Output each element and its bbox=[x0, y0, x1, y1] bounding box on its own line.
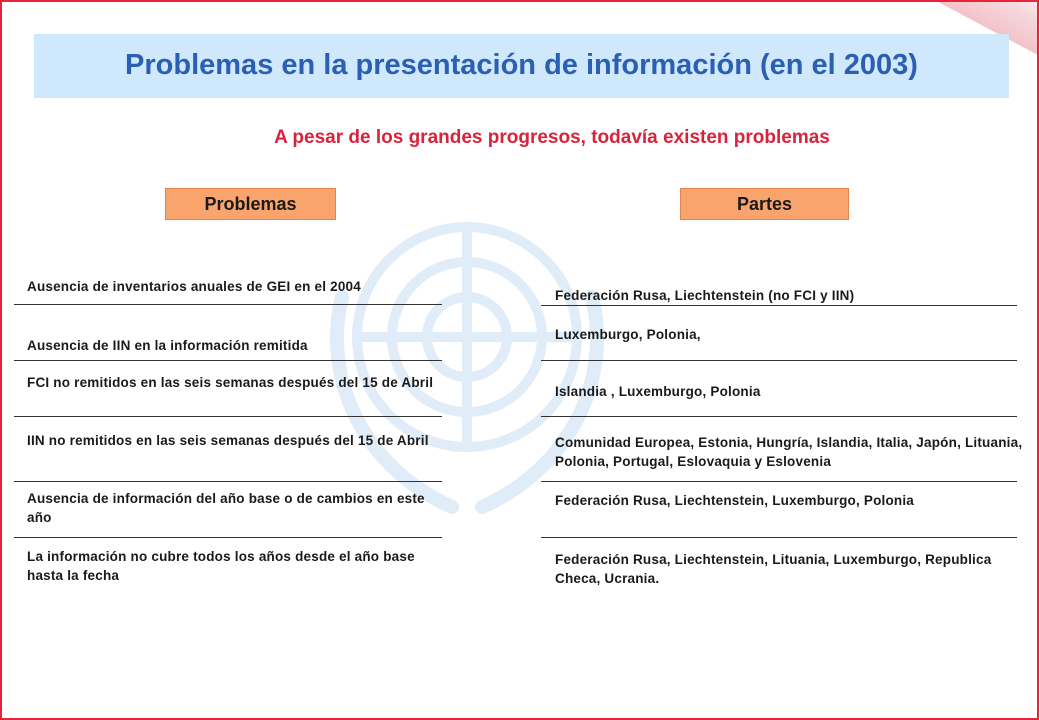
row-divider bbox=[541, 416, 1017, 417]
row-divider bbox=[14, 304, 442, 305]
row-divider bbox=[541, 537, 1017, 538]
row-divider bbox=[541, 481, 1017, 482]
parties-cell: Luxemburgo, Polonia, bbox=[555, 327, 701, 342]
parties-cell: Federación Rusa, Liechtenstein, Lituania, Luxemburgo, Republica Checa, Ucrania. bbox=[555, 552, 992, 586]
problem-cell: La información no cubre todos los años desde el año base hasta la fecha bbox=[27, 549, 415, 583]
row-divider bbox=[14, 360, 442, 361]
title-band bbox=[34, 34, 1009, 98]
problem-cell: Ausencia de información del año base o de cambios en este año bbox=[27, 491, 425, 525]
parties-header bbox=[680, 188, 849, 220]
parties-cell: Islandia , Luxemburgo, Polonia bbox=[555, 384, 761, 399]
row-divider bbox=[541, 360, 1017, 361]
problem-cell: Ausencia de inventarios anuales de GEI en el 2004 bbox=[27, 279, 361, 294]
page-title: Problemas en la presentación de información (en el 2003) bbox=[125, 49, 918, 81]
problems-header-label: Problemas bbox=[204, 193, 297, 214]
problem-cell: Ausencia de IIN en la información remitida bbox=[27, 338, 308, 353]
row-divider bbox=[541, 305, 1017, 306]
parties-cell: Federación Rusa, Liechtenstein, Luxemburgo, Polonia bbox=[555, 493, 915, 508]
problem-cell: FCI no remitidos en las seis semanas después del 15 de Abril bbox=[27, 375, 434, 390]
parties-header-label: Partes bbox=[736, 193, 793, 214]
parties-cell: Comunidad Europea, Estonia, Hungría, Islandia, Italia, Japón, Lituania, Polonia, Portugal, Eslovaquia y Eslovenia bbox=[555, 435, 1023, 469]
parties-cell: Federación Rusa, Liechtenstein (no FCI y IIN) bbox=[555, 288, 855, 303]
row-divider bbox=[14, 416, 442, 417]
row-divider bbox=[14, 481, 442, 482]
page-subtitle: A pesar de los grandes progresos, todavía existen problemas bbox=[274, 127, 830, 148]
row-divider bbox=[14, 537, 442, 538]
problem-cell: IIN no remitidos en las seis semanas después del 15 de Abril bbox=[27, 433, 429, 448]
problems-header bbox=[165, 188, 336, 220]
